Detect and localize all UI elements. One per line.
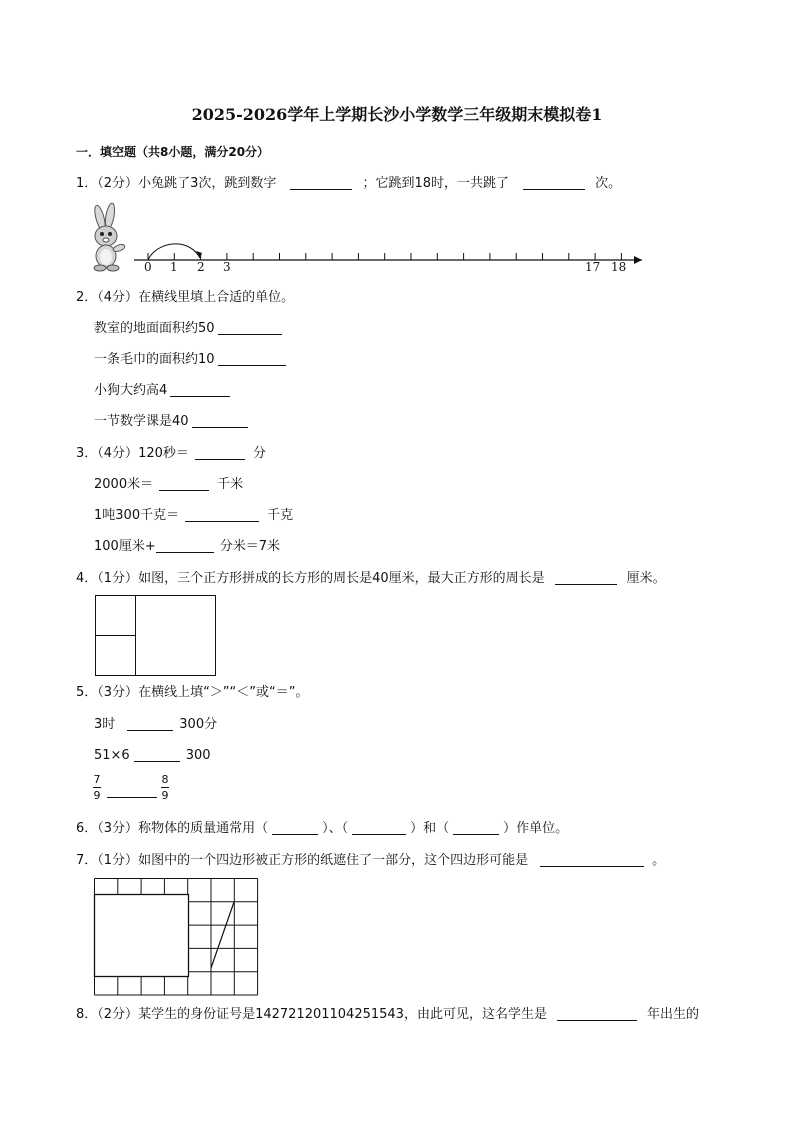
question-number: 7． [76,853,98,868]
question-text: ；它跳到18时，一共跳了 [362,176,510,191]
question-number: 2． [76,290,98,305]
question-text: 分 [252,446,266,461]
question-score: （2分） [97,176,139,191]
question-text: 120秒＝ [138,446,189,461]
item-text: 一节数学课是40 [94,414,189,429]
item-text: 教室的地面面积约50 [94,321,215,336]
question-number: 5． [76,685,98,700]
question-score: （1分） [97,571,139,586]
question-text: 100厘米+ [94,539,156,554]
squares-figure [95,595,217,677]
question-text: ）作单位。 [503,821,569,836]
fraction-bar [161,787,169,788]
q2-item-2 [94,353,289,366]
question-8 [76,1008,699,1021]
q3-line-4 [94,540,280,553]
question-text: 千克 [267,508,294,523]
question-score: （1分） [97,853,139,868]
q3-line-3 [94,509,293,522]
question-5 [76,686,308,699]
tick-label-1: 1 [170,260,178,274]
number-line [130,234,660,274]
fraction-8-9 [161,774,169,801]
q3-line-2 [94,478,243,491]
page-title: 2025-2026学年上学期长沙小学数学三年级期末模拟卷1 [191,105,603,124]
question-text: 年出生的 [646,1007,699,1022]
question-text: 次。 [595,176,622,191]
answer-blank[interactable] [159,478,209,491]
tick-label-2: 2 [197,260,205,274]
answer-blank[interactable] [134,749,180,762]
question-text: 1吨300千克＝ [94,508,180,523]
tick-label-0: 0 [144,260,152,274]
answer-blank[interactable] [352,822,406,835]
question-number: 6． [76,821,98,836]
question-text: ）和（ [410,821,450,836]
fraction-denominator: 9 [161,789,169,802]
question-text: 千米 [217,477,244,492]
tick-label-17: 17 [585,260,601,274]
question-text: 。 [652,853,666,868]
question-text: 厘米。 [626,571,666,586]
answer-blank[interactable] [107,797,157,798]
question-score: （4分） [97,290,139,305]
answer-blank[interactable] [195,447,245,460]
question-text: 某学生的身份证号是142721201104251543，由此可见，这名学生是 [138,1007,547,1022]
question-text: 3时 [94,717,116,732]
answer-blank[interactable] [218,353,286,366]
answer-blank[interactable] [453,822,499,835]
question-text: 51×6 [94,748,130,763]
question-score: （2分） [97,1007,139,1022]
q2-item-3 [94,384,233,397]
answer-blank[interactable] [540,854,644,867]
grid-figure [94,878,262,996]
question-number: 4． [76,571,98,586]
answer-blank[interactable] [272,822,318,835]
question-text: ）、（ [322,821,349,836]
answer-blank[interactable] [218,322,282,335]
question-text: 分米＝7米 [219,539,280,554]
question-text: 如图中的一个四边形被正方形的纸遮住了一部分，这个四边形可能是 [138,853,529,868]
question-text: 如图，三个正方形拼成的长方形的周长是40厘米，最大正方形的周长是 [138,571,545,586]
fraction-bar [93,787,101,788]
fraction-numerator: 7 [93,773,101,786]
q5-line-2 [94,749,211,762]
question-7 [76,854,665,867]
question-number: 1． [76,176,98,191]
question-text: 称物体的质量通常用（ [138,821,269,836]
item-text: 小狗大约高4 [94,383,168,398]
answer-blank[interactable] [170,384,230,397]
question-1 [76,177,621,190]
question-text: 在横线上填“＞”“＜”或“＝”。 [138,685,309,700]
section-heading: 一．填空题（共8小题，满分20分） [76,145,270,159]
answer-blank[interactable] [185,509,259,522]
question-3 [76,447,266,460]
answer-blank[interactable] [192,415,248,428]
question-number: 8． [76,1007,98,1022]
question-score: （4分） [97,446,139,461]
fraction-numerator: 8 [161,773,169,786]
answer-blank[interactable] [127,718,173,731]
question-text: 在横线里填上合适的单位。 [138,290,295,305]
question-2 [76,291,294,304]
answer-blank[interactable] [290,177,352,190]
question-score: （3分） [97,821,139,836]
q2-item-1 [94,322,285,335]
q2-item-4 [94,415,251,428]
item-text: 一条毛巾的面积约10 [94,352,215,367]
question-text: 2000米＝ [94,477,154,492]
fraction-denominator: 9 [93,789,101,802]
answer-blank[interactable] [555,572,617,585]
question-text: 小兔跳了3次，跳到数字 [138,176,277,191]
question-4 [76,572,666,585]
question-text: 300 [185,748,211,763]
answer-blank[interactable] [557,1008,637,1021]
question-score: （3分） [97,685,139,700]
fraction-7-9 [93,774,101,801]
rabbit-image [86,206,136,272]
question-number: 3． [76,446,98,461]
answer-blank[interactable] [156,540,214,553]
question-6 [76,822,568,835]
question-text: 300分 [179,717,218,732]
tick-label-3: 3 [223,260,231,274]
tick-label-18: 18 [611,260,627,274]
q5-line-1 [94,718,217,731]
answer-blank[interactable] [523,177,585,190]
